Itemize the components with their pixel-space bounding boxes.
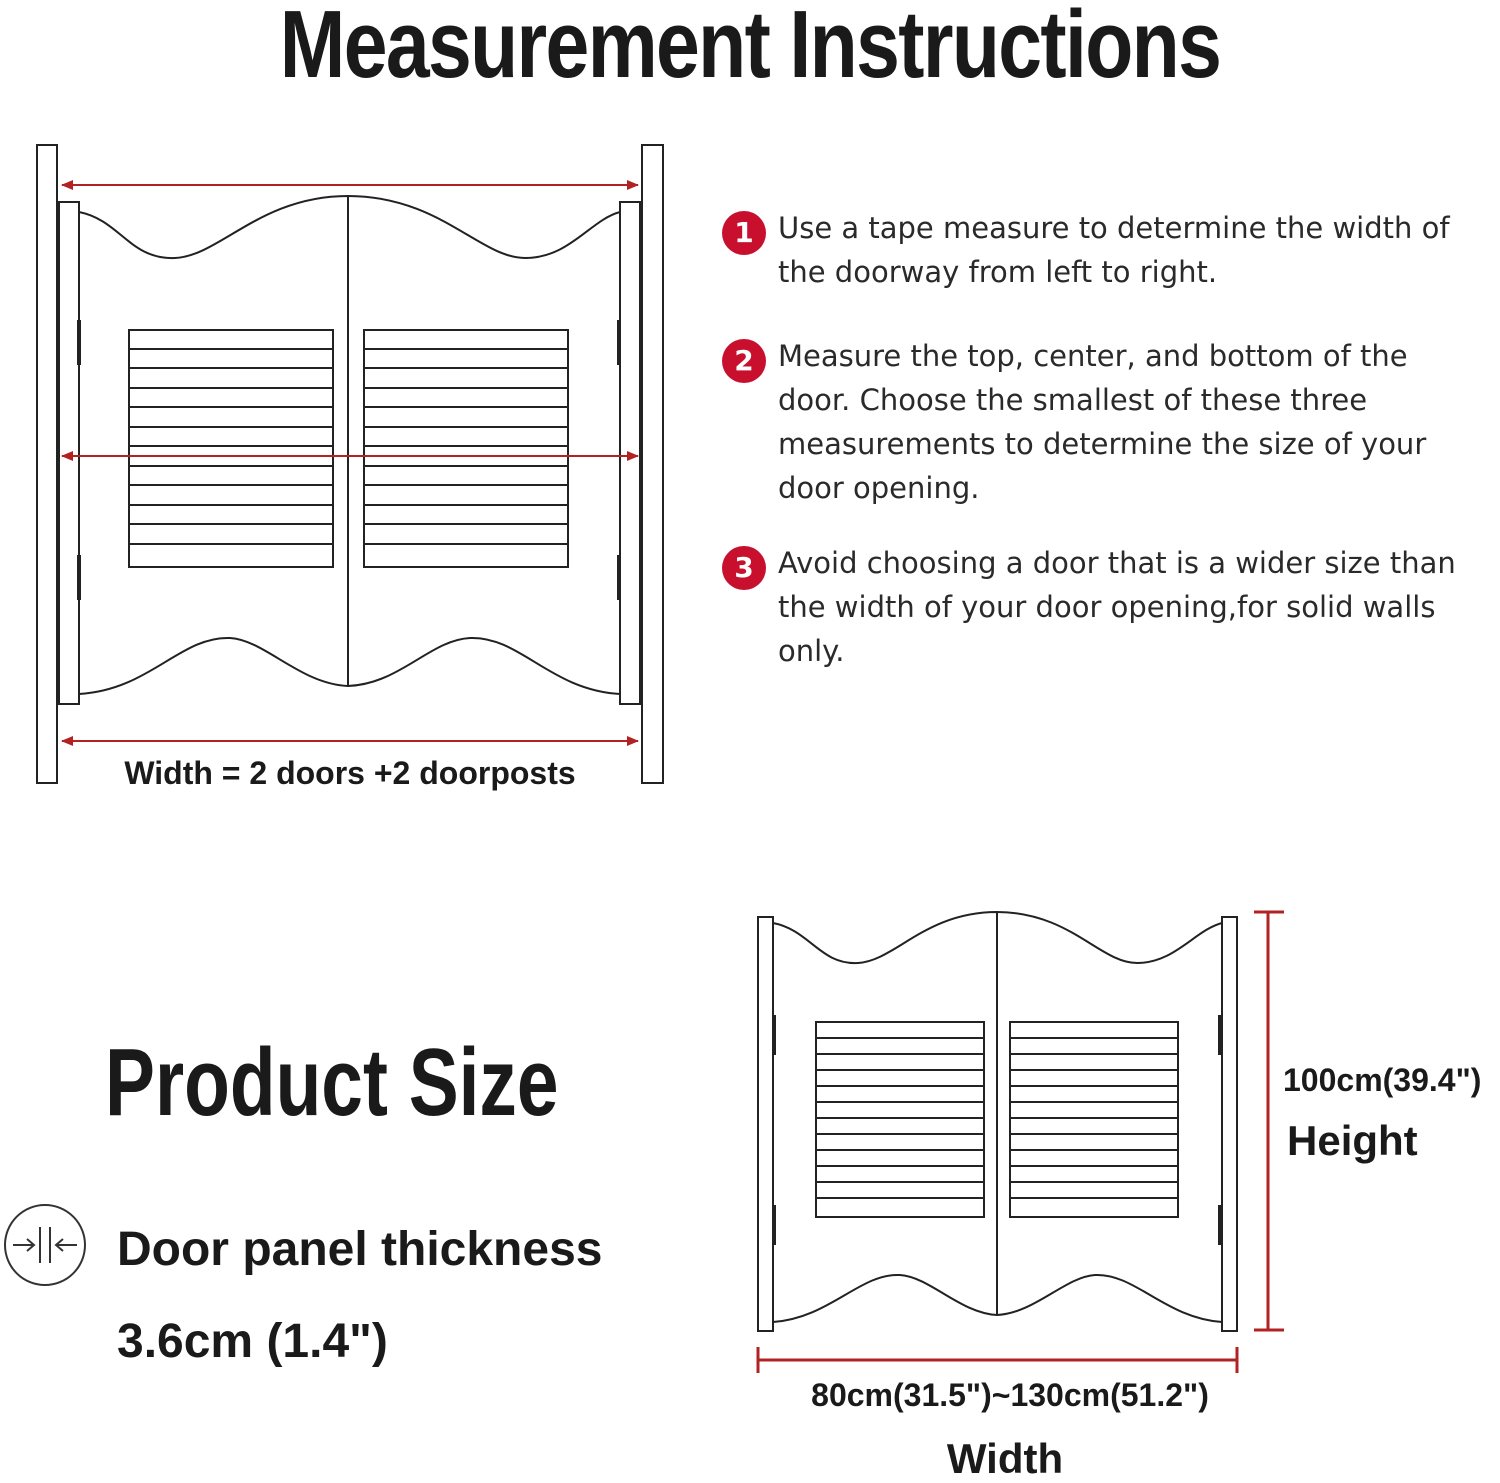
width-label: Width [946,1435,1064,1482]
right-doorpost [642,145,663,783]
step-text: Measure the top, center, and bottom of the door. Choose the smallest of these three measurements to determine the size of your door opening. [778,339,1427,505]
step-number-badge: 3 [722,546,766,590]
width-value: 80cm(31.5")~130cm(51.2") [811,1377,1209,1413]
height-value: 100cm(39.4") [1283,1062,1482,1098]
thickness-label: Door panel thickness [117,1223,603,1276]
step-text: Avoid choosing a door that is a wider size than the width of your door opening,for solid walls only. [778,546,1456,668]
height-label: Height [1287,1117,1418,1164]
height-dimension-line [1254,912,1284,1330]
left-doorpost [37,145,57,783]
left-louver [129,330,333,567]
page-title: Measurement Instructions [279,0,1221,98]
step-number-badge: 1 [722,211,766,255]
thickness-arrows-icon [3,1203,87,1287]
width-dimension-line [758,1347,1237,1373]
width-formula-note: Width = 2 doors +2 doorposts [124,755,576,791]
measurement-diagram [0,0,700,800]
step-text: Use a tape measure to determine the width of the doorway from left to right. [778,211,1450,289]
thickness-value: 3.6cm (1.4") [117,1315,388,1368]
product-size-title: Product Size [105,1029,559,1136]
step-number-badge: 2 [722,339,766,383]
right-louver [364,330,568,567]
